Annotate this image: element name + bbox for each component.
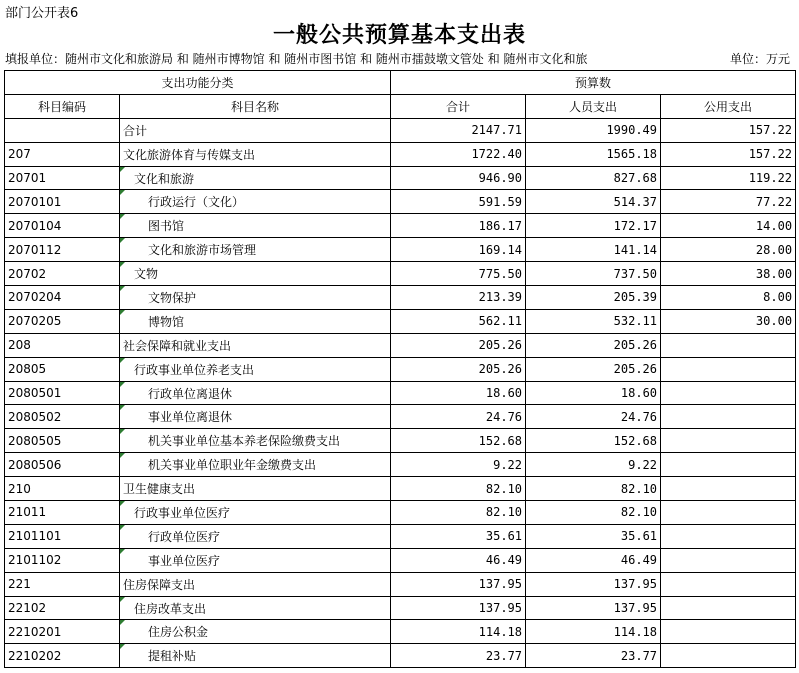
table-row [5, 453, 796, 477]
cell-code-text: 208 [8, 338, 31, 353]
table-row [5, 572, 796, 596]
cell-name-text: 提租补贴 [148, 649, 197, 664]
cell-marker-icon [120, 429, 125, 434]
table-row [5, 118, 796, 142]
cell-public-text: 28.00 [755, 242, 793, 257]
cell-personnel [526, 453, 661, 477]
cell-code [5, 429, 120, 453]
cell-total [391, 118, 526, 142]
cell-name [120, 644, 391, 668]
cell-code-text: 2080506 [8, 457, 62, 472]
cell-marker-icon [120, 644, 125, 649]
cell-marker-icon [120, 501, 125, 506]
cell-code [5, 405, 120, 429]
cell-name [120, 381, 391, 405]
cell-name [120, 142, 391, 166]
cell-personnel [526, 501, 661, 525]
cell-name [120, 524, 391, 548]
table-row [5, 142, 796, 166]
cell-name [120, 572, 391, 596]
cell-personnel-text: 737.50 [613, 266, 658, 281]
table-row [5, 238, 796, 262]
cell-code-text: 22102 [8, 601, 47, 616]
cell-name [120, 477, 391, 501]
cell-total-text: 591.59 [478, 194, 523, 209]
cell-personnel [526, 596, 661, 620]
cell-total-text: 562.11 [478, 314, 523, 329]
table-row [5, 429, 796, 453]
cell-name-text: 行政单位离退休 [148, 386, 233, 401]
cell-public [661, 118, 796, 142]
cell-total [391, 596, 526, 620]
cell-code-text: 210 [8, 481, 31, 496]
cell-personnel-text: 172.17 [613, 218, 658, 233]
cell-personnel [526, 620, 661, 644]
cell-total-text: 46.49 [485, 553, 523, 568]
table-row [5, 309, 796, 333]
cell-code [5, 309, 120, 333]
cell-personnel-text: 35.61 [620, 529, 658, 544]
cell-total-text: 205.26 [478, 362, 523, 377]
cell-name-text: 住房公积金 [148, 625, 209, 640]
cell-name-text: 机关事业单位基本养老保险缴费支出 [148, 434, 341, 449]
cell-total [391, 309, 526, 333]
cell-code [5, 572, 120, 596]
cell-personnel [526, 166, 661, 190]
cell-name [120, 286, 391, 310]
cell-public-text: 157.22 [748, 123, 793, 138]
table-row [5, 166, 796, 190]
cell-public [661, 596, 796, 620]
cell-total-text: 213.39 [478, 290, 523, 305]
cell-name [120, 501, 391, 525]
cell-marker-icon [120, 190, 125, 195]
cell-code-text: 221 [8, 577, 31, 592]
cell-public [661, 453, 796, 477]
table-row [5, 262, 796, 286]
cell-name [120, 309, 391, 333]
cell-code [5, 381, 120, 405]
cell-name [120, 620, 391, 644]
table-row [5, 477, 796, 501]
cell-code-text: 2070101 [8, 194, 62, 209]
cell-personnel-text: 18.60 [620, 386, 658, 401]
cell-name-text: 行政事业单位养老支出 [134, 362, 255, 377]
cell-code-text: 2070112 [8, 242, 62, 257]
cell-personnel [526, 572, 661, 596]
cell-public [661, 214, 796, 238]
table-row [5, 381, 796, 405]
cell-public [661, 429, 796, 453]
table-row [5, 357, 796, 381]
cell-code [5, 477, 120, 501]
cell-personnel-text: 1990.49 [606, 123, 658, 138]
cell-total-text: 9.22 [493, 457, 523, 472]
cell-public [661, 405, 796, 429]
cell-total [391, 214, 526, 238]
cell-code-text: 2070205 [8, 314, 62, 329]
table-row [5, 548, 796, 572]
cell-total [391, 429, 526, 453]
cell-personnel-text: 152.68 [613, 433, 658, 448]
cell-code [5, 286, 120, 310]
cell-total-text: 946.90 [478, 171, 523, 185]
cell-marker-icon [120, 167, 125, 172]
cell-code [5, 548, 120, 572]
cell-public [661, 190, 796, 214]
cell-marker-icon [120, 549, 125, 554]
cell-personnel-text: 532.11 [613, 314, 658, 329]
cell-total [391, 572, 526, 596]
cell-name-text: 文物 [134, 267, 159, 282]
cell-marker-icon [120, 405, 125, 410]
cell-public-text: 30.00 [755, 314, 793, 329]
table-row [5, 620, 796, 644]
cell-code [5, 596, 120, 620]
table-row [5, 501, 796, 525]
cell-code [5, 524, 120, 548]
cell-personnel [526, 190, 661, 214]
col-header-total: 合计 [391, 94, 526, 118]
cell-total [391, 524, 526, 548]
budget-table [4, 70, 796, 668]
cell-code-text: 2210201 [8, 624, 62, 639]
cell-code-text: 2101101 [8, 529, 62, 544]
cell-public [661, 286, 796, 310]
cell-name-text: 卫生健康支出 [123, 482, 196, 497]
cell-code [5, 357, 120, 381]
group-header-row [5, 71, 796, 95]
cell-public [661, 238, 796, 262]
cell-total [391, 166, 526, 190]
cell-code-text: 2070204 [8, 290, 62, 305]
cell-name [120, 190, 391, 214]
cell-total-text: 23.77 [485, 648, 523, 663]
cell-total-text: 2147.71 [471, 123, 523, 138]
cell-total-text: 169.14 [478, 242, 523, 257]
table-row [5, 214, 796, 238]
cell-public [661, 309, 796, 333]
cell-name-text: 文化旅游体育与传媒支出 [123, 147, 256, 162]
cell-code [5, 453, 120, 477]
cell-total [391, 477, 526, 501]
budget-amount-header: 预算数 [391, 71, 796, 95]
cell-personnel [526, 357, 661, 381]
cell-total [391, 620, 526, 644]
document-number: 部门公开表6 [5, 6, 79, 21]
cell-code-text: 2080505 [8, 433, 62, 448]
cell-personnel-text: 205.26 [613, 362, 658, 377]
cell-personnel [526, 548, 661, 572]
cell-marker-icon [120, 214, 125, 219]
cell-code [5, 166, 120, 190]
cell-total-text: 186.17 [478, 218, 523, 233]
cell-public [661, 262, 796, 286]
cell-code [5, 620, 120, 644]
cell-name-text: 博物馆 [148, 314, 185, 329]
cell-total [391, 381, 526, 405]
cell-total [391, 190, 526, 214]
cell-public [661, 142, 796, 166]
cell-code [5, 190, 120, 214]
cell-name-text: 文化和旅游 [134, 171, 195, 186]
cell-total-text: 82.10 [485, 481, 523, 496]
cell-personnel-text: 205.26 [613, 338, 658, 353]
cell-code [5, 262, 120, 286]
cell-marker-icon [120, 262, 125, 267]
cell-code-text: 2080502 [8, 409, 62, 424]
cell-personnel-text: 114.18 [613, 624, 658, 639]
cell-personnel-text: 514.37 [613, 194, 658, 209]
cell-name-text: 住房改革支出 [134, 601, 207, 616]
cell-name-text: 社会保障和就业支出 [123, 338, 232, 353]
cell-personnel-text: 205.39 [613, 290, 658, 305]
cell-name [120, 118, 391, 142]
report-info-line [5, 50, 790, 68]
cell-name-text: 事业单位医疗 [148, 553, 221, 568]
cell-code-text: 207 [8, 147, 31, 162]
cell-name-text: 行政单位医疗 [148, 529, 221, 544]
cell-total-text: 775.50 [478, 266, 523, 281]
cell-personnel-text: 9.22 [628, 457, 658, 472]
cell-marker-icon [120, 310, 125, 315]
cell-code-text: 2070104 [8, 218, 62, 233]
col-header-public: 公用支出 [661, 94, 796, 118]
cell-code-text: 21011 [8, 505, 47, 520]
cell-public-text: 8.00 [763, 290, 793, 305]
cell-total [391, 405, 526, 429]
cell-code-text: 20702 [8, 266, 47, 281]
cell-marker-icon [120, 525, 125, 530]
cell-code-text: 20701 [8, 171, 47, 185]
cell-name [120, 214, 391, 238]
cell-personnel-text: 137.95 [613, 577, 658, 592]
cell-name [120, 596, 391, 620]
cell-personnel [526, 142, 661, 166]
cell-name [120, 453, 391, 477]
cell-public [661, 524, 796, 548]
cell-public-text: 119.22 [748, 171, 793, 185]
reporting-organizations: 填报单位：随州市文化和旅游局 和 随州市博物馆 和 随州市图书馆 和 随州市擂鼓墩文管处 和 随州市文化和旅 [5, 52, 588, 66]
cell-name-text: 合计 [123, 123, 148, 138]
cell-public [661, 381, 796, 405]
cell-public [661, 644, 796, 668]
column-header-row [5, 94, 796, 118]
cell-marker-icon [120, 597, 125, 602]
cell-name [120, 238, 391, 262]
cell-code [5, 118, 120, 142]
cell-personnel-text: 137.95 [613, 601, 658, 616]
cell-personnel [526, 238, 661, 262]
cell-name-text: 机关事业单位职业年金缴费支出 [148, 458, 317, 473]
cell-name [120, 333, 391, 357]
cell-personnel [526, 309, 661, 333]
cell-total [391, 453, 526, 477]
table-row [5, 333, 796, 357]
cell-total-text: 205.26 [478, 338, 523, 353]
cell-name [120, 548, 391, 572]
table-row [5, 405, 796, 429]
col-header-code: 科目编码 [5, 94, 120, 118]
cell-name-text: 行政运行（文化） [148, 195, 245, 210]
cell-code-text: 2210202 [8, 648, 62, 663]
page-title: 一般公共预算基本支出表 [272, 22, 526, 48]
cell-code-text: 20805 [8, 362, 47, 377]
cell-public [661, 572, 796, 596]
cell-personnel [526, 429, 661, 453]
cell-total-text: 114.18 [478, 624, 523, 639]
cell-code [5, 142, 120, 166]
cell-name-text: 文化和旅游市场管理 [148, 243, 257, 258]
cell-name-text: 文物保护 [148, 290, 197, 305]
cell-personnel-text: 24.76 [620, 409, 658, 424]
cell-total [391, 142, 526, 166]
cell-personnel [526, 524, 661, 548]
cell-personnel [526, 214, 661, 238]
cell-code [5, 644, 120, 668]
cell-total [391, 357, 526, 381]
cell-name-text: 图书馆 [148, 219, 185, 234]
cell-code [5, 333, 120, 357]
cell-total [391, 238, 526, 262]
cell-personnel-text: 82.10 [620, 505, 658, 520]
cell-total-text: 137.95 [478, 601, 523, 616]
cell-total-text: 35.61 [485, 529, 523, 544]
cell-total [391, 548, 526, 572]
cell-name-text: 住房保障支出 [123, 577, 196, 592]
cell-personnel-text: 141.14 [613, 242, 658, 257]
cell-marker-icon [120, 358, 125, 363]
cell-code-text: 2080501 [8, 386, 62, 401]
cell-personnel-text: 46.49 [620, 553, 658, 568]
cell-total-text: 152.68 [478, 433, 523, 448]
cell-public [661, 548, 796, 572]
cell-public-text: 77.22 [755, 194, 793, 209]
table-row [5, 286, 796, 310]
cell-personnel [526, 118, 661, 142]
cell-public [661, 477, 796, 501]
col-header-personnel: 人员支出 [526, 94, 661, 118]
cell-total [391, 644, 526, 668]
cell-personnel [526, 405, 661, 429]
cell-marker-icon [120, 382, 125, 387]
cell-public-text: 157.22 [748, 147, 793, 162]
cell-public-text: 14.00 [755, 218, 793, 233]
cell-public-text: 38.00 [755, 266, 793, 281]
cell-personnel [526, 333, 661, 357]
cell-personnel-text: 23.77 [620, 648, 658, 663]
cell-name [120, 357, 391, 381]
cell-code-text: 2101102 [8, 553, 62, 568]
table-row [5, 524, 796, 548]
cell-code [5, 501, 120, 525]
cell-name [120, 166, 391, 190]
function-category-header: 支出功能分类 [5, 71, 391, 95]
cell-total-text: 18.60 [485, 386, 523, 401]
cell-total [391, 501, 526, 525]
cell-personnel-text: 1565.18 [606, 147, 658, 162]
cell-total [391, 262, 526, 286]
table-body [5, 118, 796, 667]
cell-total [391, 333, 526, 357]
cell-code [5, 238, 120, 262]
cell-name-text: 事业单位离退休 [148, 410, 233, 425]
cell-total-text: 137.95 [478, 577, 523, 592]
cell-name [120, 405, 391, 429]
cell-personnel [526, 477, 661, 501]
cell-marker-icon [120, 620, 125, 625]
table-row [5, 190, 796, 214]
cell-total-text: 82.10 [485, 505, 523, 520]
cell-personnel [526, 286, 661, 310]
currency-unit: 单位：万元 [729, 52, 790, 66]
cell-public [661, 357, 796, 381]
cell-personnel [526, 262, 661, 286]
cell-marker-icon [120, 238, 125, 243]
cell-total-text: 24.76 [485, 409, 523, 424]
cell-personnel [526, 644, 661, 668]
cell-public [661, 333, 796, 357]
cell-name-text: 行政事业单位医疗 [134, 505, 231, 520]
cell-marker-icon [120, 453, 125, 458]
cell-public [661, 620, 796, 644]
cell-public [661, 166, 796, 190]
table-row [5, 644, 796, 668]
cell-code [5, 214, 120, 238]
cell-total-text: 1722.40 [471, 147, 523, 162]
cell-personnel-text: 827.68 [613, 171, 658, 185]
table-row [5, 596, 796, 620]
cell-personnel-text: 82.10 [620, 481, 658, 496]
cell-name [120, 429, 391, 453]
cell-public [661, 501, 796, 525]
cell-marker-icon [120, 286, 125, 291]
cell-name [120, 262, 391, 286]
cell-total [391, 286, 526, 310]
cell-personnel [526, 381, 661, 405]
col-header-name: 科目名称 [120, 94, 391, 118]
